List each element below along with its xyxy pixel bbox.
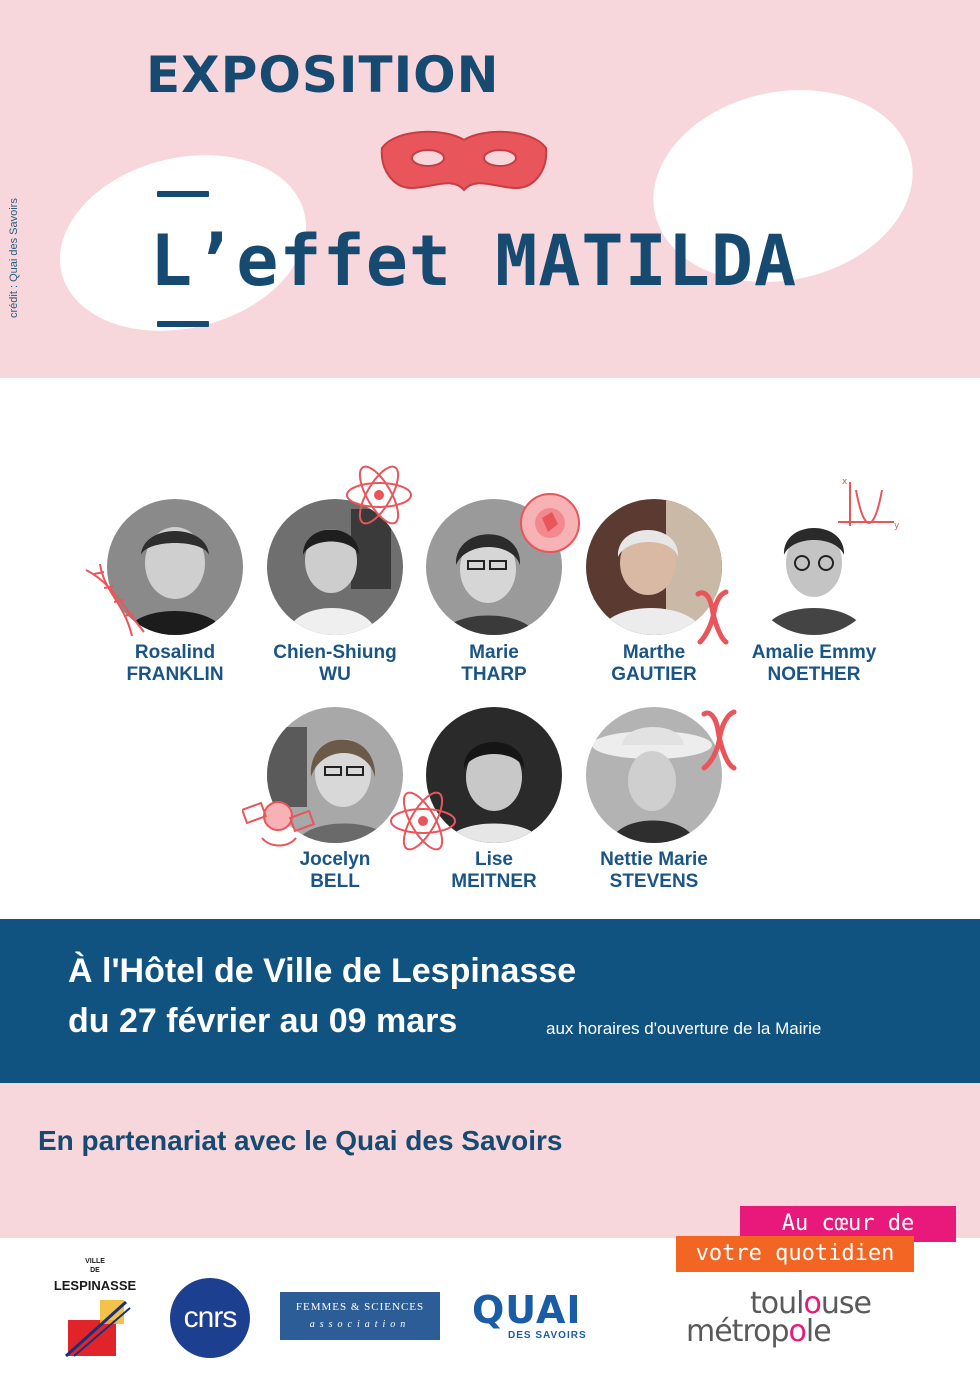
femmes-sciences-logo: FEMMES & SCIENCES association [280,1292,440,1340]
svg-text:x: x [842,477,848,487]
quai-des-savoirs-logo: QUAI DES SAVOIRS [472,1288,587,1341]
title-bracket-bottom [157,321,209,327]
scientist-name-bell: Jocelyn BELL [299,849,371,892]
lespinasse-logo: VILLE DE LESPINASSE [46,1258,144,1358]
scientist-name-wu: Chien-Shiung WU [273,642,397,685]
scientist-name-gautier: Marthe GAUTIER [611,642,697,685]
venue-dates: du 27 février au 09 mars [68,1002,458,1040]
scientist-name-meitner: Lise MEITNER [451,849,537,892]
lespinasse-emblem-icon [60,1296,132,1358]
scientist-name-stevens: Nettie Marie STEVENS [600,849,708,892]
photo-credit: crédit : Quai des Savoirs [8,198,20,318]
atom-icon [388,788,458,854]
earth-core-icon [518,492,582,554]
dna-icon [80,562,150,638]
title-bracket-top [157,191,209,197]
svg-text:y: y [894,521,900,531]
chromosome-icon [698,708,742,774]
exhibition-title: L’effet MATILDA [150,220,798,302]
chromosome-icon [694,588,734,646]
toulouse-metropole-logo: toulouse métropole [686,1286,871,1349]
scientist-name-tharp: Marie THARP [461,642,527,685]
mask-icon [376,118,552,198]
slogan-line-2: votre quotidien [676,1236,914,1272]
venue-place: À l'Hôtel de Ville de Lespinasse [68,952,577,990]
satellite-icon [242,780,316,850]
header-banner [0,0,980,378]
scientist-name-franklin: Rosalind FRANKLIN [126,642,224,685]
partnership-text: En partenariat avec le Quai des Savoirs [38,1125,563,1156]
exhibition-kicker: EXPOSITION [146,46,500,104]
cnrs-logo: cnrs [170,1278,250,1358]
slogan-line-1: Au cœur de [740,1206,956,1242]
atom-icon [344,462,414,528]
venue-band [0,919,980,1083]
scientist-name-noether: Amalie Emmy NOETHER [751,642,877,685]
graph-axes-icon [834,474,902,534]
venue-hours: aux horaires d'ouverture de la Mairie [546,1019,822,1038]
